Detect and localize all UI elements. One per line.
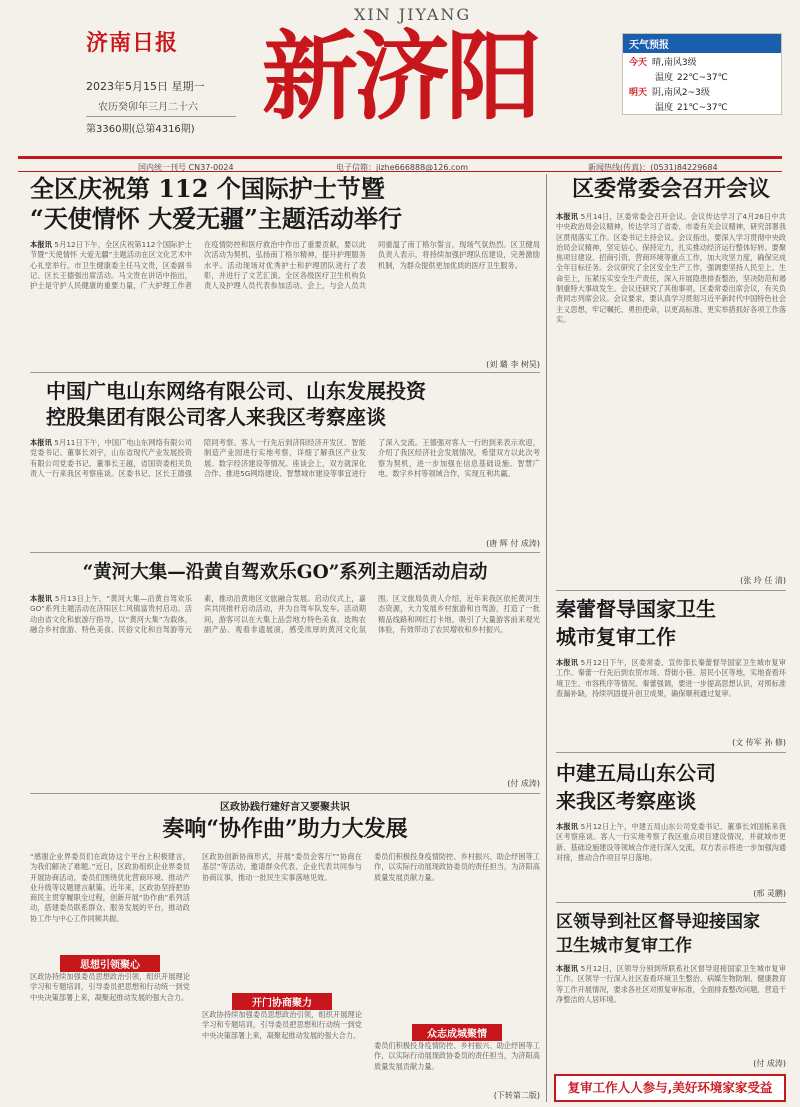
- weather-today-temp-value: 22℃~37℃: [677, 73, 728, 83]
- separator: [30, 793, 540, 794]
- article-qin-lead: 本报讯: [556, 658, 579, 667]
- article-qin-text: 5月12日下午，区委常委、宣传部长秦蕾督导国家卫生城市复审工作。秦蕾一行先后到农贸市场、背街小巷、居民小区等地，实地查看环境卫生、市容秩序等情况。秦蕾强调，要进一步提高思想认识，对照标准查漏补缺，持续巩固提升创卫成果，确保顺利通过复审。: [556, 658, 786, 698]
- meta-hotline: 新闻热线(传真)：(0531)84229684: [588, 163, 718, 172]
- lunar-date: 农历癸卯年三月二十六: [98, 102, 198, 113]
- article-nurses-title-1: 全区庆祝第 112 个国际护士节暨: [30, 174, 385, 203]
- article-nurses-text: 5月12日下午，全区庆祝第112个国际护士节暨“天使情怀 大爱无疆”主题活动在区文化艺术中心礼堂举行。市卫生健康委主任马文贵，区委副书记、区长王德强出席活动。马文贵在讲话中指出，护士是守护人民健康的重要力量，广大护理工作者在疫情防控和医疗救治中作出了重要贡献，要以此次活动为契机，弘扬南丁格尔精神，提升护理服务水平。活动现场对优秀护士和护理团队进行了表彰，并进行了文艺汇演。全区各级医疗卫生机构负责人及护理人员代表参加活动。会上，与会人员共同重温了南丁格尔誓言，现场气氛热烈。区卫健局负责人表示，将持续加强护理队伍建设，完善激励机制，为群众提供更加优质的医疗卫生服务。: [30, 240, 540, 291]
- article-qin-byline: (文 传军 孙 修): [732, 738, 786, 747]
- article-cppcc-sub1: 思想引领聚心: [60, 955, 160, 972]
- article-cscec-title-2: 来我区考察座谈: [556, 789, 696, 813]
- article-cable-lead: 本报讯: [30, 438, 52, 447]
- article-cppcc-col2: 区政协创新协商形式，开展“委员会客厅”“协商在基层”等活动，邀请群众代表、企业代表共同参与协商议事，推动一批民生实事落地见效。: [202, 852, 362, 882]
- article-qin-body: [556, 658, 786, 736]
- article-standing-title: 区委常委会召开会议: [571, 176, 770, 202]
- slogan-box: 复审工作人人参与,美好环境家家受益: [554, 1074, 786, 1102]
- masthead-pinyin: XIN JIYANG: [354, 5, 472, 24]
- separator: [556, 590, 786, 591]
- article-leaders-lead: 本报讯: [556, 964, 579, 973]
- article-cscec-title-1: 中建五局山东公司: [556, 761, 716, 785]
- article-cscec-lead: 本报讯: [556, 822, 579, 831]
- article-cppcc-col3b: 委员们积极投身疫情防控、乡村振兴、助企纾困等工作，以实际行动展现政协委员的责任担当，为济阳高质量发展贡献力量。: [374, 1041, 540, 1071]
- article-cppcc-sub1-body: 区政协持续加强委员思想政治引领，组织开展理论学习和专题培训，引导委员把思想和行动统一到党中央决策部署上来，凝聚起推动发展的强大合力。: [30, 972, 190, 1002]
- article-cable-title-2: 控股集团有限公司客人来我区考察座谈: [46, 405, 386, 429]
- article-nurses-body: [30, 240, 540, 358]
- article-cscec-text: 5月12日上午，中建五局山东公司党委书记、董事长刘国栋来我区考察座谈。客人一行实地考察了我区重点项目建设情况，并就城市更新、基础设施建设等领域合作进行深入交流，双方表示将进一步加强沟通对接，推动合作项目早日落地。: [556, 822, 786, 862]
- article-leaders-title-1: 区领导到社区督导迎接国家: [556, 912, 760, 932]
- article-standing-body: [556, 212, 786, 574]
- article-cscec-body: [556, 822, 786, 888]
- article-leaders-byline: (付 成涛): [753, 1059, 786, 1068]
- weather-tomorrow-desc: 阴,南风2~3级: [652, 88, 710, 98]
- separator: [556, 902, 786, 903]
- article-yellow-river-title: “黄河大集—沿黄自驾欢乐GO”系列主题活动启动: [82, 562, 488, 583]
- article-standing-byline: (张 玲 任 清): [740, 576, 786, 585]
- article-nurses-title-2: “天使情怀 大爱无疆”主题活动举行: [30, 204, 402, 233]
- meta-cn: 国内统一刊号 CN37-0024: [138, 163, 234, 172]
- newspaper-logo: 济南日报: [86, 30, 179, 56]
- weather-tomorrow-label: 明天: [629, 88, 648, 98]
- weather-today-temp-label: 温度: [655, 73, 674, 83]
- article-qin-title-1: 秦蕾督导国家卫生: [556, 597, 716, 621]
- article-yellow-river-lead: 本报讯: [30, 594, 53, 603]
- article-cppcc-sub2: 开门协商聚力: [232, 993, 332, 1010]
- weather-tomorrow: [623, 83, 781, 98]
- article-cppcc-title: 奏响“协作曲”助力大发展: [162, 816, 408, 842]
- article-cppcc-body: “感谢企业界委员们在政协这个平台上积极建言，为我们解决了难题。”近日，区政协组织企业界委员开展协商活动，委员们围绕优化营商环境、推动产业升级等议题建言献策。近年来，区政协坚持把协商民主贯穿履职全过程，创新开展“协作曲”系列活动，搭建委员联系群众、服务发展的平台，推动政协工作与中心工作同频共振。: [30, 852, 190, 923]
- article-standing-text: 5月14日，区委常委会召开会议。会议传达学习了4月26日中共中央政治局会议精神，传达学习了省委、市委有关会议精神，研究部署我区贯彻落实工作。区委书记主持会议。会议指出，要深入学习贯彻中央政治局会议精神，坚定信心、保持定力，扎实推动经济运行整体好转。要聚焦项目建设、招商引资、营商环境等重点工作，加大攻坚力度，确保完成全年目标任务。会议研究了全区安全生产工作，强调要坚持人民至上、生命至上，压紧压实安全生产责任，深入开展隐患排查整治，坚决防范和遏制重特大事故发生。会议还研究了其他事项。区委常委出席会议，有关负责同志列席会议。会议要求，要认真学习贯彻习近平新时代中国特色社会主义思想，牢记嘱托、勇担使命，以更高标准、更实举措抓好各项工作落实。: [556, 212, 786, 324]
- article-cppcc-kicker: 区政协践行建好言又要聚共识: [220, 802, 350, 813]
- article-yellow-river-body: [30, 594, 540, 776]
- article-yellow-river-byline: (付 成涛): [507, 779, 540, 788]
- article-leaders-body: [556, 964, 786, 1056]
- weather-tomorrow-temp-value: 21℃~37℃: [677, 103, 728, 113]
- weather-header: 天气预报: [623, 34, 781, 53]
- article-cable-text: 5月11日下午，中国广电山东网络有限公司党委书记、董事长刘宇，山东省现代产业发展投资有限公司党委书记、董事长王越，省国资委相关负责人一行来我区考察座谈。区委书记、区长王德强陪同考察。客人一行先后到济阳经济开发区、智能制造产业园进行实地考察，详细了解我区产业发展、数字经济建设等情况。座谈会上，双方就深化合作、推进5G网络建设、智慧城市建设等事宜进行了深入交流。王德强对客人一行的到来表示欢迎，介绍了我区经济社会发展情况，希望双方以此次考察为契机，进一步加强在信息基础设施、智慧广电、数字乡村等领域合作，实现互利共赢。: [30, 438, 540, 478]
- meta-email: 电子信箱：jizhe666888@126.com: [336, 163, 469, 172]
- issue-number: 第3360期(总第4316期): [86, 116, 236, 135]
- weather-tomorrow-temp-label: 温度: [655, 103, 674, 113]
- weather-today-label: 今天: [629, 58, 648, 68]
- weather-box: [622, 33, 782, 115]
- article-leaders-text: 5月12日，区领导分别到所联系社区督导迎接国家卫生城市复审工作。区领导一行深入社区查看环境卫生整治、病媒生物防制、健康教育等工作开展情况，要求各社区对照复审标准，全面排查整改问题，营造干净整洁的人居环境。: [556, 964, 786, 1004]
- separator: [556, 752, 786, 753]
- meta-bar: [18, 156, 782, 172]
- article-cppcc-sub3: 众志成城聚情: [412, 1024, 502, 1041]
- masthead-title: 新济阳: [262, 20, 538, 133]
- separator: [30, 372, 540, 373]
- weather-today-desc: 晴,南风3级: [652, 58, 697, 68]
- article-nurses-lead: 本报讯: [30, 240, 52, 249]
- weather-today-temp: [623, 68, 781, 83]
- weather-today: [623, 53, 781, 68]
- article-yellow-river-text: 5月13日上午，“黄河大集—沿黄自驾欢乐GO”系列主题活动在济阳区仁风镇富贵村启动。活动由省文化和旅游厅指导，以“黄河大集”为载体，融合乡村旅游、特色美食、民俗文化和自驾游等元素，推动沿黄地区文旅融合发展。启动仪式上，嘉宾共同推杆启动活动，并为自驾车队发车。活动期间，游客可以在大集上品尝地方特色美食、选购农副产品、观看非遗展演，感受浓厚的黄河文化氛围。区文旅局负责人介绍，近年来我区依托黄河生态资源，大力发展乡村旅游和自驾游，打造了一批精品线路和网红打卡地，吸引了大量游客前来观光体验，有效带动了农民增收和乡村振兴。: [30, 594, 540, 634]
- weather-tomorrow-temp: [623, 98, 781, 113]
- article-nurses-byline: (刘 璐 李 树昊): [486, 360, 540, 369]
- article-cppcc-col3: 委员们积极投身疫情防控、乡村振兴、助企纾困等工作，以实际行动展现政协委员的责任担当，为济阳高质量发展贡献力量。: [374, 852, 540, 882]
- separator: [30, 552, 540, 553]
- article-leaders-title-2: 卫生城市复审工作: [556, 936, 692, 956]
- article-cscec-byline: (邢 灵鹏): [753, 889, 786, 898]
- article-cable-body: [30, 438, 540, 538]
- column-divider: [546, 174, 547, 1102]
- article-cable-byline: (唐 辉 付 成涛): [486, 539, 540, 548]
- article-cable-title-1: 中国广电山东网络有限公司、山东发展投资: [46, 379, 426, 403]
- article-qin-title-2: 城市复审工作: [556, 625, 676, 649]
- article-cppcc-byline: (下转第二版): [493, 1091, 540, 1100]
- issue-date: 2023年5月15日 星期一: [86, 80, 205, 93]
- article-standing-lead: 本报讯: [556, 212, 579, 221]
- article-cppcc-col2b: 区政协持续加强委员思想政治引领，组织开展理论学习和专题培训，引导委员把思想和行动统一到党中央决策部署上来，凝聚起推动发展的强大合力。: [202, 1010, 362, 1040]
